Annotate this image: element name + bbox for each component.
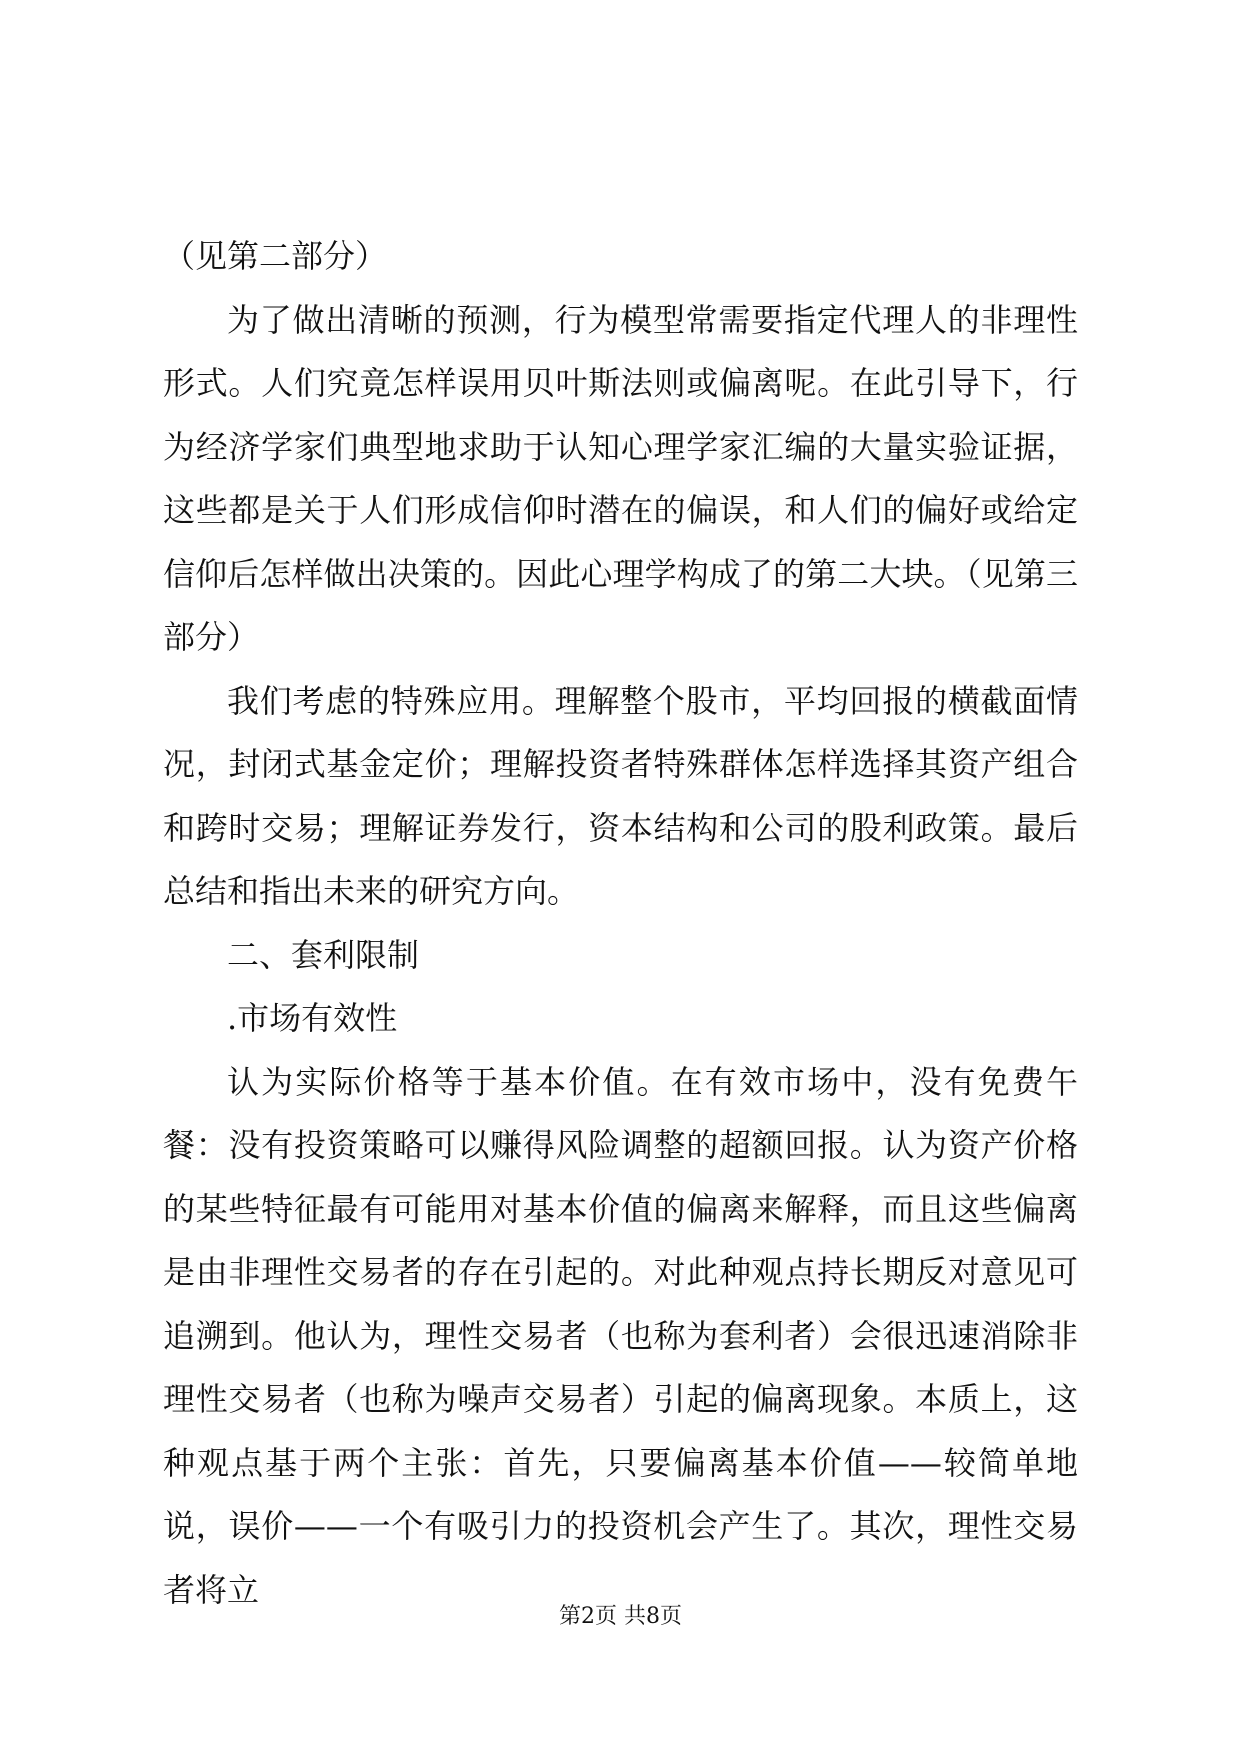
paragraph-3: 我们考虑的特殊应用。理解整个股市，平均回报的横截面情况，封闭式基金定价；理解投资者特殊群体怎样选择其资产组合和跨时交易；理解证券发行，资本结构和公司的股利政策。最后总结和指出未来的研究方向。 xyxy=(163,681,1078,910)
page-footer: 第2页 共8页 xyxy=(559,1604,682,1629)
paragraph-2: 为了做出清晰的预测，行为模型常需要指定代理人的非理性形式。人们究竟怎样误用贝叶斯法则或偏离呢。在此引导下，行为经济学家们典型地求助于认知心理学家汇编的大量实验证据，这些都是关于人们形成信仰时潜在的偏误，和人们的偏好或给定信仰后怎样做出决策的。因此心理学构成了的第二大块。（见第三部分） xyxy=(163,300,1078,656)
paragraph-4: 认为实际价格等于基本价值。在有效市场中，没有免费午餐：没有投资策略可以赚得风险调整的超额回报。认为资产价格的某些特征最有可能用对基本价值的偏离来解释，而且这些偏离是由非理性交易者的存在引起的。对此种观点持长期反对意见可追溯到。他认为，理性交易者（也称为套利者）会很迅速消除非理性交易者（也称为噪声交易者）引起的偏离现象。本质上，这种观点基于两个主张：首先，只要偏离基本价值——较简单地说，误价——一个有吸引力的投资机会产生了。其次，理性交易者将立 xyxy=(163,1062,1078,1609)
document-body xyxy=(163,225,1078,1622)
section-heading: 二、套利限制 xyxy=(227,935,420,974)
subsection-heading: .市场有效性 xyxy=(227,999,398,1037)
paragraph-1: （见第二部分） xyxy=(163,237,388,275)
